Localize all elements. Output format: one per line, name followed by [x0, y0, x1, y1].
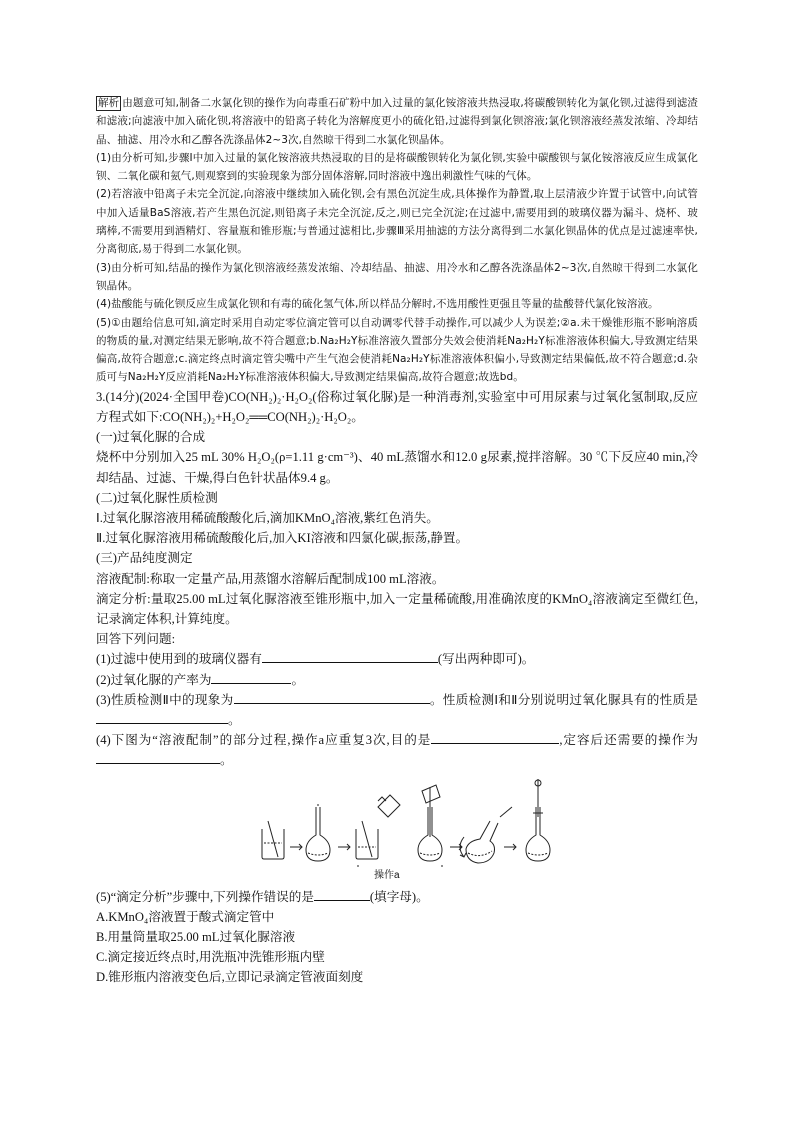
swirling-flask-icon — [460, 821, 498, 863]
sub-question-4: (4)下图为“溶液配制”的部分过程,操作a应重复3次,目的是 ,定容后还需要的操作为。 — [96, 733, 698, 768]
apparatus-illustration — [254, 777, 554, 867]
option-a: A.KMnO₄溶液置于酸式滴定管中 — [96, 909, 275, 924]
stopper-icon — [500, 807, 512, 817]
sub-question-1: (1)过滤中使用到的玻璃仪器有 (写出两种即可)。 — [96, 652, 535, 667]
analysis-paragraph-4: (4)盐酸能与硫化钡反应生成氯化钡和有毒的硫化氢气体,所以样品分解时,不选用酸性更强且等量的盐酸替代氯化铵溶液。 — [96, 298, 659, 311]
analysis-tag: 解析 — [98, 97, 120, 109]
content — [96, 94, 698, 988]
analysis-paragraph-3: (3)由分析可知,结晶的操作为氯化钡溶液经蒸发浓缩、冷却结晶、抽滤、用冷水和乙醇各洗涤晶体2~3次,自然晾干得到二水氯化钡晶体。 — [96, 261, 698, 292]
sub-question-2: (2)过氧化脲的产率为 。 — [96, 672, 305, 687]
answer-blank-4a[interactable] — [431, 731, 559, 744]
answer-blank-5[interactable] — [314, 888, 370, 901]
property-test-1: Ⅰ.过氧化脲溶液用稀硫酸酸化后,滴加KMnO₄溶液,紫红色消失。 — [96, 510, 439, 525]
sub-question-3: (3)性质检测Ⅱ中的现象为 。性质检测Ⅰ和Ⅱ分别说明过氧化脲具有的性质是。 — [96, 692, 698, 727]
question-3 — [96, 387, 698, 988]
answer-blank-4b[interactable] — [96, 751, 220, 764]
analysis-paragraph-1: (1)由分析可知,步骤Ⅰ中加入过量的氯化铵溶液共热浸取的目的是将碳酸钡转化为氯化钡,实验中碳酸钡与氯化铵溶液反应生成氯化钡、二氧化碳和氨气,则观察到的实验现象为部分固体溶解,同时溶液中逸出刺激性气味的气体。 — [96, 151, 698, 183]
answer-blank-2[interactable] — [211, 671, 291, 684]
analysis-paragraph-5: (5)①由题给信息可知,滴定时采用自动定零位滴定管可以自动调零代替手动操作,可以减少人为误差;②a.未干燥锥形瓶不影响溶质的物质的量,对测定结果无影响,故不符合题意;b.Na₂H₂Y标准溶液久置部分失效会使消耗Na₂H₂Y标准溶液体积偏大,导致测定结果偏高,故符合题意;c.滴定终点时滴定管尖嘴中产生气泡会使消耗Na₂H₂Y标准溶液体积偏小,导致测定结果偏低,故不符合题意;d.杂质可与Na₂H₂Y反应消耗Na₂H₂Y标准溶液体积偏大,导致测定结果偏高,故符合题意;故选bd。 — [96, 316, 698, 384]
sub-question-5: (5)“滴定分析”步骤中,下列操作错误的是 (填字母)。 — [96, 889, 429, 904]
analysis-section — [96, 94, 698, 387]
section-synthesis-text: 烧杯中分别加入25 mL 30% H₂O₂(ρ=1.11 g·cm⁻³)、40 mL蒸馏水和12.0 g尿素,搅拌溶解。30 ℃下反应40 min,冷却结晶、过滤、干燥,得白色针状晶体9.4 g。 — [96, 450, 698, 485]
beaker-icon — [356, 821, 378, 859]
solution-prep-figure — [96, 777, 698, 887]
figure-caption: 操作a — [374, 869, 400, 881]
arrow-icon — [338, 844, 350, 850]
section-synthesis-heading: (一)过氧化脲的合成 — [96, 430, 206, 445]
volumetric-flask-with-dropper-icon — [526, 779, 550, 861]
answer-blank-1[interactable] — [262, 650, 438, 663]
option-d: D.锥形瓶内溶液变色后,立即记录滴定管液面刻度 — [96, 970, 364, 985]
answer-blank-3a[interactable] — [234, 691, 430, 704]
question-intro: 3.(14分)(2024·全国甲卷)CO(NH₂)₂·H₂O₂(俗称过氧化脲)是一种消毒剂,实验室中可用尿素与过氧化氢制取,反应方程式如下:CO(NH₂)₂+H₂O₂══CO(NH₂)₂·H₂O₂。 — [96, 389, 698, 424]
section-properties-heading: (二)过氧化脲性质检测 — [96, 490, 218, 505]
arrow-icon — [290, 844, 302, 850]
analysis-paragraph: 解析 由题意可知,制备二水氯化钡的操作为向毒重石矿粉中加入过量的氯化铵溶液共热浸取,将碳酸钡转化为氯化钡,过滤得到滤渣和滤液;向滤液中加入硫化钡,将溶液中的铅离子转化为溶解度更小的硫化铅,过滤得到氯化钡溶液;氯化钡溶液经蒸发浓缩、冷却结晶、抽滤、用冷水和乙醇各洗涤晶体2~3次,自然晾干得到二水氯化钡晶体。 — [96, 97, 698, 146]
wash-bottle-icon — [378, 795, 400, 817]
option-c: C.滴定接近终点时,用洗瓶冲洗锥形瓶内壁 — [96, 950, 325, 965]
property-test-2: Ⅱ.过氧化脲溶液用稀硫酸酸化后,加入KI溶液和四氯化碳,振荡,静置。 — [96, 531, 469, 546]
option-b: B.用量筒量取25.00 mL过氧化脲溶液 — [96, 930, 296, 945]
arrow-icon — [504, 844, 516, 850]
titration-text: 滴定分析:量取25.00 mL过氧化脲溶液至锥形瓶中,加入一定量稀硫酸,用准确浓度的KMnO₄溶液滴定至微红色,记录滴定体积,计算纯度。 — [96, 591, 698, 626]
section-purity-heading: (三)产品纯度测定 — [96, 551, 193, 566]
volumetric-flask-icon — [306, 805, 330, 861]
operation-a-bracket — [358, 865, 442, 867]
answer-blank-3b[interactable] — [96, 711, 228, 724]
beaker-icon — [262, 821, 284, 859]
volumetric-flask-icon — [418, 785, 442, 861]
answer-prompt: 回答下列问题: — [96, 632, 176, 647]
analysis-paragraph-2: (2)若溶液中铅离子未完全沉淀,向溶液中继续加入硫化钡,会有黑色沉淀生成,具体操作为静置,取上层清液少许置于试管中,向试管中加入适量BaS溶液,若产生黑色沉淀,则铅离子未完全沉淀,反之,则已完全沉淀;在过滤中,需要用到的玻璃仪器为漏斗、烧杯、玻璃棒,不需要用到酒精灯、容量瓶和锥形瓶;与普通过滤相比,步骤Ⅲ采用抽滤的方法分离得到二水氯化钡晶体的优点是过滤速率快,分离彻底,易于得到二水氯化钡。 — [96, 188, 698, 256]
solution-prep-text: 溶液配制:称取一定量产品,用蒸馏水溶解后配制成100 mL溶液。 — [96, 571, 445, 586]
